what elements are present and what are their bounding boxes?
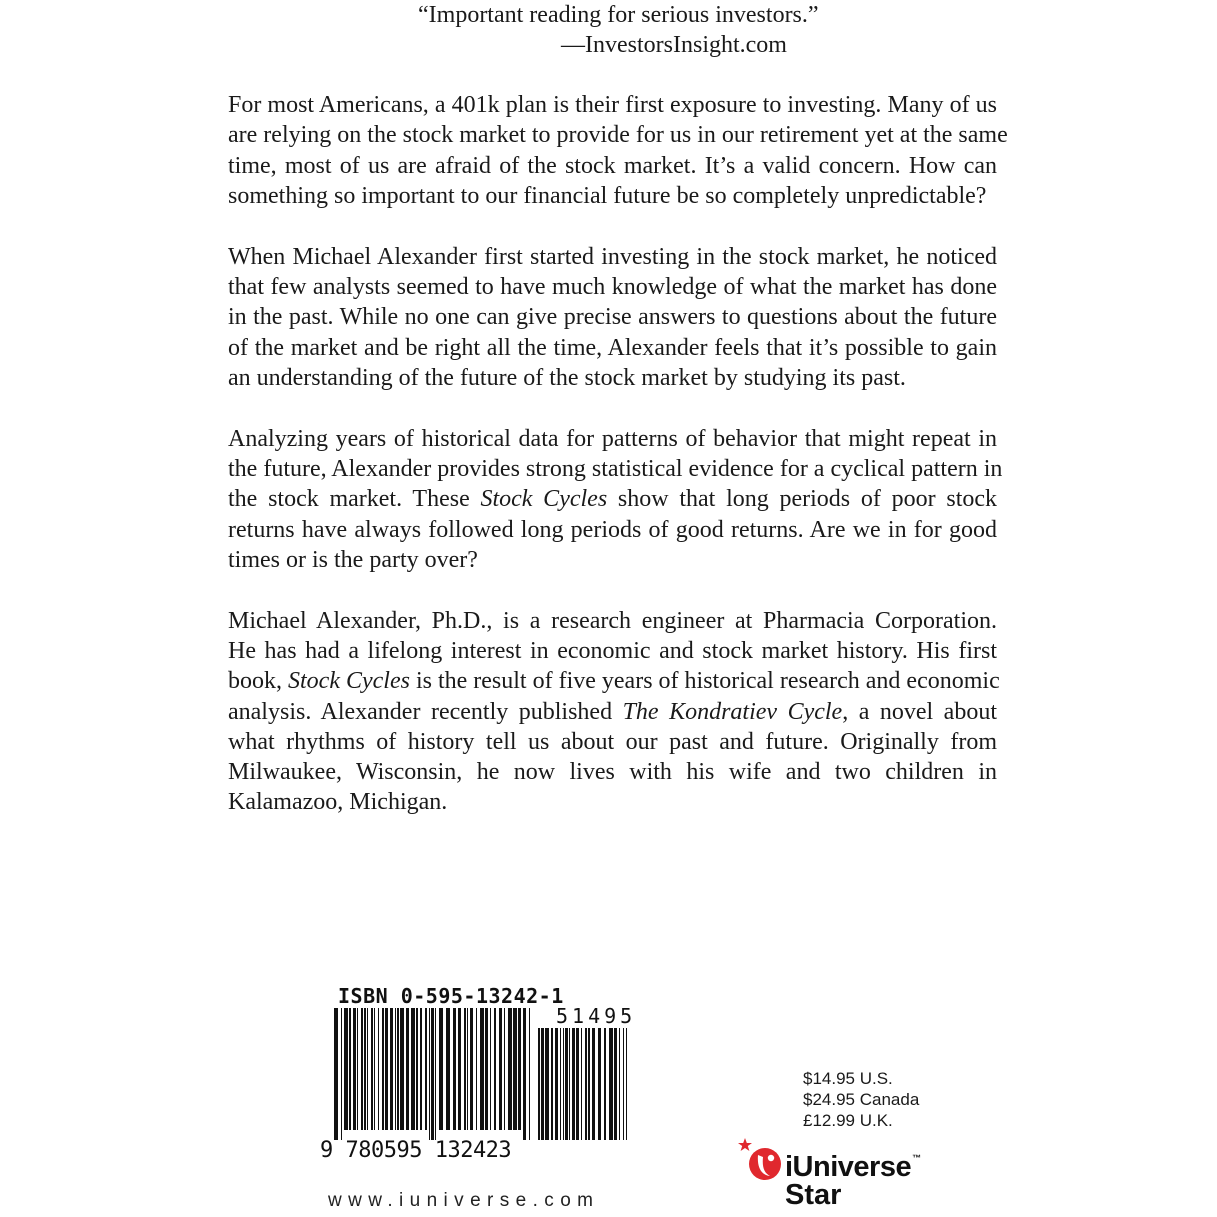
barcode-bar	[518, 1008, 521, 1130]
blurb-text: something so important to our financial future be so completely unpredictable?	[228, 182, 987, 209]
blurb-text: times or is the party over?	[228, 546, 478, 573]
blurb-text: an understanding of the future of the stock market by studying its past.	[228, 364, 906, 391]
barcode-bar	[545, 1028, 549, 1140]
ean-digits: 9 780595 132423	[320, 1138, 512, 1163]
barcode-bar	[390, 1008, 393, 1130]
barcode-bar	[344, 1008, 348, 1130]
price-uk: £12.99 U.K.	[803, 1111, 893, 1130]
blurb-text: When Michael Alexander first started investing in the stock market, he noticed	[228, 243, 997, 270]
blurb-text: , a novel about	[842, 698, 998, 725]
barcode-bar	[499, 1008, 502, 1130]
quote-text: “Important reading for serious investors.”	[418, 2, 819, 28]
blurb-text: book,	[228, 668, 288, 695]
barcode-bar	[406, 1008, 409, 1130]
blurb-line	[228, 454, 1003, 484]
isbn-barcode	[320, 984, 640, 1164]
barcode-bar	[453, 1008, 456, 1130]
cover-blurb	[228, 90, 1008, 848]
blurb-line	[228, 666, 1000, 696]
blurb-line	[228, 697, 997, 727]
barcode-bar	[458, 1008, 461, 1130]
barcode-bar	[361, 1008, 363, 1130]
barcode-bar	[397, 1008, 399, 1130]
blurb-line	[228, 272, 997, 302]
book-title: Stock Cycles	[288, 668, 410, 695]
blurb-text: what rhythms of history tell us about our past and future. Originally from	[228, 728, 997, 755]
ean-barcode-bars	[334, 1008, 530, 1140]
barcode-bar	[504, 1008, 505, 1130]
barcode-bar	[494, 1008, 496, 1130]
barcode-bar	[425, 1008, 427, 1130]
barcode-bar	[364, 1008, 366, 1130]
barcode-bar	[569, 1028, 570, 1140]
iuniverse-star-logo	[737, 1135, 937, 1213]
barcode-bar	[614, 1028, 617, 1140]
barcode-bar	[367, 1008, 368, 1130]
barcode-bar	[523, 1008, 526, 1140]
barcode-bar	[508, 1008, 512, 1130]
barcode-bar	[446, 1008, 450, 1130]
blurb-text: returns have always followed long periods of good returns. Are we in for good	[228, 516, 997, 543]
barcode-bar	[619, 1028, 620, 1140]
blurb-line	[228, 727, 997, 757]
blurb-text: He has had a lifelong interest in economic and stock market history. His first	[228, 637, 997, 664]
blurb-text: For most Americans, a 401k plan is their first exposure to investing. Many of us	[228, 92, 997, 118]
barcode-bar	[476, 1008, 477, 1130]
blurb-line	[228, 333, 997, 363]
barcode-bar	[480, 1008, 484, 1130]
barcode-bar	[555, 1028, 558, 1140]
barcode-bar	[490, 1008, 491, 1130]
barcode-bar	[485, 1008, 488, 1130]
barcode-bar	[470, 1008, 473, 1130]
endorsement-quote	[418, 0, 838, 60]
barcode-bar	[565, 1028, 568, 1140]
blurb-text: that few analysts seemed to have much knowledge of what the market has done	[228, 273, 997, 300]
publisher-imprint: Star	[785, 1179, 842, 1211]
barcode-bar	[431, 1008, 434, 1140]
barcode-bar	[588, 1028, 590, 1140]
barcode-bar	[541, 1028, 544, 1140]
price-addon-barcode-bars	[538, 1028, 632, 1140]
blurb-text: Michael Alexander, Ph.D., is a research engineer at Pharmacia Corporation.	[228, 607, 997, 634]
blurb-line	[228, 545, 997, 575]
blurb-line	[228, 90, 997, 120]
blurb-line	[228, 151, 997, 181]
barcode-bar	[420, 1008, 422, 1130]
barcode-bar	[334, 1008, 338, 1140]
barcode-bar	[341, 1008, 342, 1140]
blurb-text: Analyzing years of historical data for patterns of behavior that might repeat in	[228, 425, 997, 452]
blurb-paragraph	[228, 242, 997, 393]
barcode-bar	[609, 1028, 613, 1140]
barcode-bar	[604, 1028, 606, 1140]
barcode-bar	[400, 1008, 404, 1130]
blurb-line	[228, 606, 997, 636]
price-code: 51495	[556, 1004, 637, 1028]
blurb-text: Kalamazoo, Michigan.	[228, 789, 448, 816]
barcode-bar	[353, 1008, 356, 1130]
barcode-bar	[416, 1008, 418, 1130]
barcode-bar	[513, 1008, 517, 1130]
quote-source: —InvestorsInsight.com	[561, 32, 787, 58]
blurb-text: analysis. Alexander recently published	[228, 698, 623, 725]
blurb-line	[228, 515, 997, 545]
blurb-line	[228, 302, 997, 332]
barcode-bar	[439, 1008, 443, 1130]
barcode-bar	[529, 1008, 530, 1140]
barcode-bar	[626, 1028, 627, 1140]
barcode-bar	[576, 1028, 579, 1140]
star-swoosh-icon	[737, 1135, 783, 1185]
barcode-bar	[560, 1028, 561, 1140]
barcode-bar	[538, 1028, 540, 1140]
barcode-bar	[598, 1028, 601, 1140]
barcode-bar	[382, 1008, 384, 1130]
barcode-bar	[592, 1028, 595, 1140]
barcode-bar	[572, 1028, 575, 1140]
blurb-line	[228, 120, 1008, 150]
blurb-line	[228, 242, 997, 272]
publisher-website: www.iuniverse.com	[328, 1190, 600, 1211]
blurb-line	[228, 787, 997, 817]
barcode-bar	[357, 1008, 358, 1130]
barcode-bar	[385, 1008, 388, 1130]
blurb-text: is the result of five years of historical research and economic	[409, 668, 1000, 695]
barcode-bar	[563, 1028, 564, 1140]
blurb-line	[228, 363, 997, 393]
barcode-bar	[371, 1008, 373, 1130]
blurb-paragraph	[228, 424, 1003, 575]
barcode-bar	[581, 1028, 582, 1140]
blurb-paragraph	[228, 606, 1000, 818]
blurb-text: the future, Alexander provides strong statistical evidence for a cyclical pattern in	[228, 455, 1003, 482]
blurb-paragraph	[228, 90, 1008, 211]
barcode-bar	[585, 1028, 587, 1140]
blurb-text: in the past. While no one can give precise answers to questions about the future	[228, 304, 997, 331]
barcode-bar	[378, 1008, 379, 1130]
blurb-line	[228, 757, 997, 787]
barcode-bar	[464, 1008, 466, 1130]
barcode-bar	[411, 1008, 415, 1130]
blurb-text: are relying on the stock market to provide for us in our retirement yet at the same	[228, 122, 1008, 149]
barcode-bar	[349, 1008, 351, 1130]
blurb-text: the stock market. These	[228, 486, 481, 513]
barcode-bar	[395, 1008, 396, 1130]
price-canada: $24.95 Canada	[803, 1090, 920, 1109]
book-title: Stock Cycles	[480, 486, 608, 513]
blurb-line	[228, 424, 997, 454]
blurb-line	[228, 636, 997, 666]
blurb-text: Milwaukee, Wisconsin, he now lives with his wife and two children in	[228, 759, 997, 786]
blurb-text: of the market and be right all the time, Alexander feels that it’s possible to gain	[228, 334, 997, 361]
barcode-bar	[623, 1028, 624, 1140]
publisher-name: iUniverse™	[785, 1151, 921, 1183]
book-title: The Kondratiev Cycle	[622, 698, 843, 725]
barcode-bar	[551, 1028, 553, 1140]
barcode-bar	[467, 1008, 468, 1130]
price-list	[803, 1068, 919, 1131]
blurb-line	[228, 484, 997, 514]
isbn-label: ISBN 0-595-13242-1	[338, 984, 564, 1008]
barcode-bar	[429, 1008, 430, 1140]
blurb-line	[228, 181, 997, 211]
barcode-bar	[374, 1008, 375, 1130]
price-us: $14.95 U.S.	[803, 1069, 893, 1088]
barcode-bar	[435, 1008, 436, 1140]
blurb-text: show that long periods of poor stock	[607, 486, 998, 513]
blurb-text: time, most of us are afraid of the stock market. It’s a valid concern. How can	[228, 152, 997, 179]
